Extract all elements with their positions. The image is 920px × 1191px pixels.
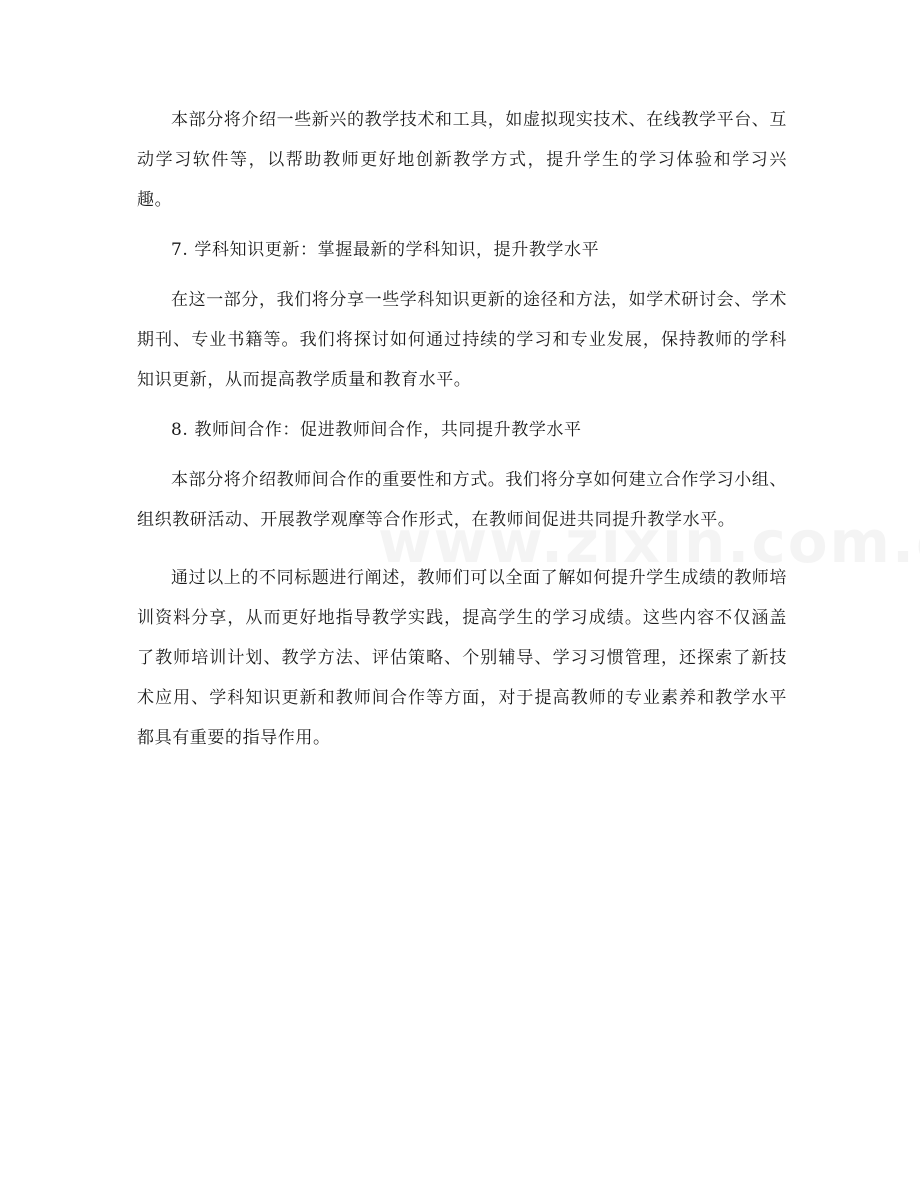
paragraph-new-technology: 本部分将介绍一些新兴的教学技术和工具，如虚拟现实技术、在线教学平台、互动学习软件等，以帮助教师更好地创新教学方式，提升学生的学习体验和学习兴趣。 bbox=[137, 110, 787, 210]
section-heading-7: 7. 学科知识更新：掌握最新的学科知识，提升教学水平 bbox=[171, 240, 600, 260]
paragraph-conclusion: 通过以上的不同标题进行阐述，教师们可以全面了解如何提升学生成绩的教师培训资料分享，从而更好地指导教学实践，提高学生的学习成绩。这些内容不仅涵盖了教师培训计划、教学方法、评估策略、个别辅导、学习习惯管理，还探索了新技术应用、学科知识更新和教师间合作等方面，对于提高教师的专业素养和教学水平都具有重要的指导作用。 bbox=[137, 568, 787, 748]
document-body bbox=[137, 100, 787, 758]
paragraph-subject-knowledge: 在这一部分，我们将分享一些学科知识更新的途径和方法，如学术研讨会、学术期刊、专业书籍等。我们将探讨如何通过持续的学习和专业发展，保持教师的学科知识更新，从而提高教学质量和教育水平。 bbox=[137, 290, 787, 390]
paragraph-teacher-cooperation: 本部分将介绍教师间合作的重要性和方式。我们将分享如何建立合作学习小组、组织教研活动、开展教学观摩等合作形式，在教师间促进共同提升教学水平。 bbox=[137, 470, 787, 530]
section-heading-8: 8. 教师间合作：促进教师间合作，共同提升教学水平 bbox=[171, 420, 582, 440]
